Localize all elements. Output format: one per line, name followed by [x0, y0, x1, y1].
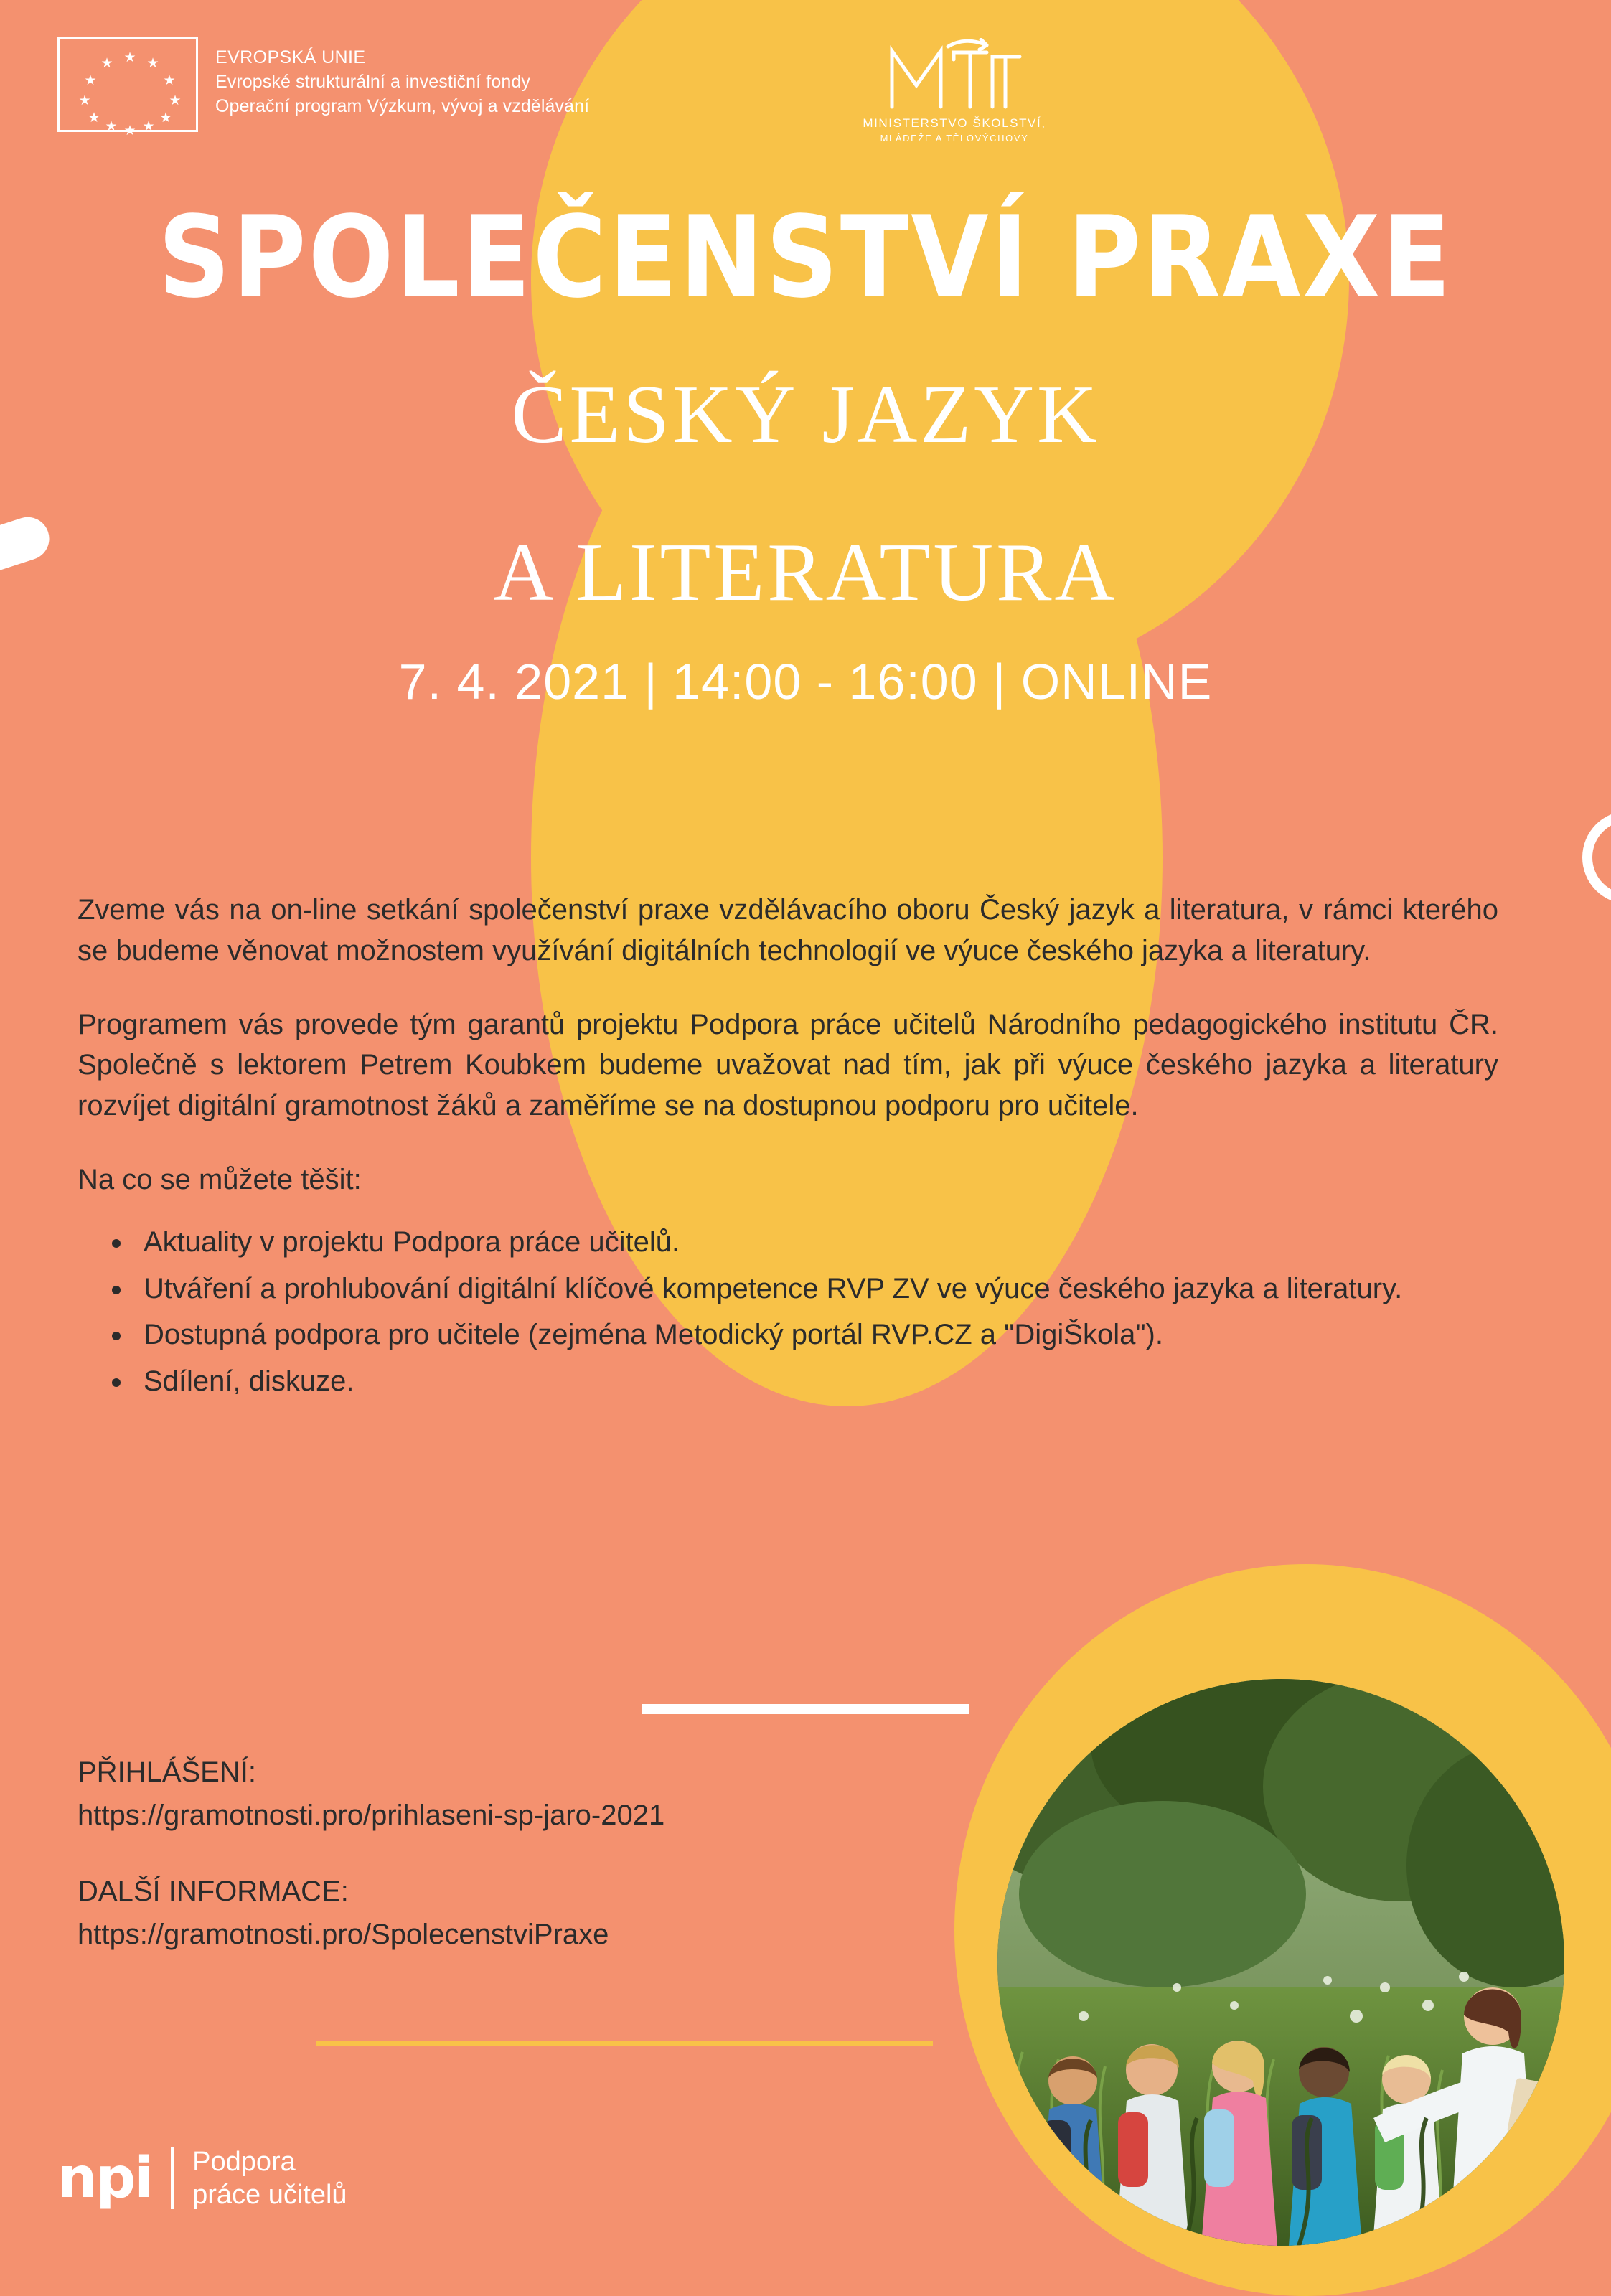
header [57, 37, 1554, 159]
npi-wordmark: npi [57, 2146, 153, 2211]
npi-logo [57, 2145, 347, 2212]
list-intro: Na co se můžete těšit: [78, 1163, 362, 1195]
msmt-logo-icon [836, 37, 1073, 116]
paragraph-intro: Zveme vás na on-line setkání společenství praxe vzdělávacího oboru Český jazyk a literatura, v rámci kterého se budeme věnovat možnostem využívání digitálních technologií ve výuce českého jazyka a literatury. [78, 894, 1498, 966]
divider-yellow [316, 2041, 933, 2046]
registration-link[interactable]: https://gramotnosti.pro/prihlaseni-sp-jaro-2021 [78, 1799, 665, 1831]
npi-tagline-line-1: Podpora [192, 2147, 296, 2177]
eu-flag-icon: ★ ★ ★ ★ ★ ★ ★ ★ ★ ★ ★ ★ [57, 37, 198, 132]
page-title: SPOLEČENSTVÍ PRAXE [158, 192, 1453, 324]
paragraph-program: Programem vás provede tým garantů projektu Podpora práce učitelů Národního pedagogického institutu ČR. Společně s lektorem Petrem Koubkem budeme uvažovat nad tím, jak při výuce českého jazyka a literatury rozvíjet digitální gramotnost žáků a zaměříme se na dostupnou podporu pro učitele. [78, 1008, 1498, 1122]
msmt-line-1: MINISTERSTVO ŠKOLSTVÍ, [863, 116, 1046, 130]
msmt-line-2: MLÁDEŽE A TĚLOVÝCHOVY [880, 133, 1029, 144]
eu-line-3: Operační program Výzkum, vývoj a vzdělávání [215, 96, 590, 116]
npi-tagline [192, 2145, 347, 2212]
msmt-logo-block [836, 37, 1073, 144]
photo-children-outdoors [997, 1679, 1564, 2246]
contact-block [78, 1751, 939, 1989]
eu-line-2: Evropské strukturální a investiční fondy [215, 72, 530, 92]
body-text [78, 890, 1498, 1408]
registration-label: PŘIHLÁŠENÍ: [78, 1756, 256, 1788]
eu-text-block [215, 37, 589, 121]
subtitle-line-2: A LITERATURA [493, 527, 1118, 618]
event-datetime: 7. 4. 2021 | 14:00 - 16:00 | ONLINE [398, 654, 1213, 710]
npi-tagline-line-2: práce učitelů [192, 2180, 347, 2211]
more-info-link[interactable]: https://gramotnosti.pro/SpolecenstviPraxe [78, 1919, 609, 1950]
subtitle-line-1: ČESKÝ JAZYK [511, 369, 1100, 461]
more-info-label: DALŠÍ INFORMACE: [78, 1876, 349, 1907]
list-item: • Aktuality v projektu Podpora práce učitelů. [133, 1222, 1498, 1263]
eu-logo-block [57, 37, 590, 138]
list-item: • Utváření a prohlubování digitální klíčové kompetence RVP ZV ve výuce českého jazyka a literatury. [133, 1269, 1498, 1309]
npi-divider [171, 2147, 174, 2209]
list-item: • Sdílení, diskuze. [133, 1361, 1498, 1402]
eu-line-1: EVROPSKÁ UNIE [215, 47, 366, 67]
agenda-list [78, 1222, 1498, 1402]
divider-white [642, 1704, 969, 1714]
list-item: • Dostupná podpora pro učitele (zejména Metodický portál RVP.CZ a "DigiŠkola"). [133, 1314, 1498, 1355]
